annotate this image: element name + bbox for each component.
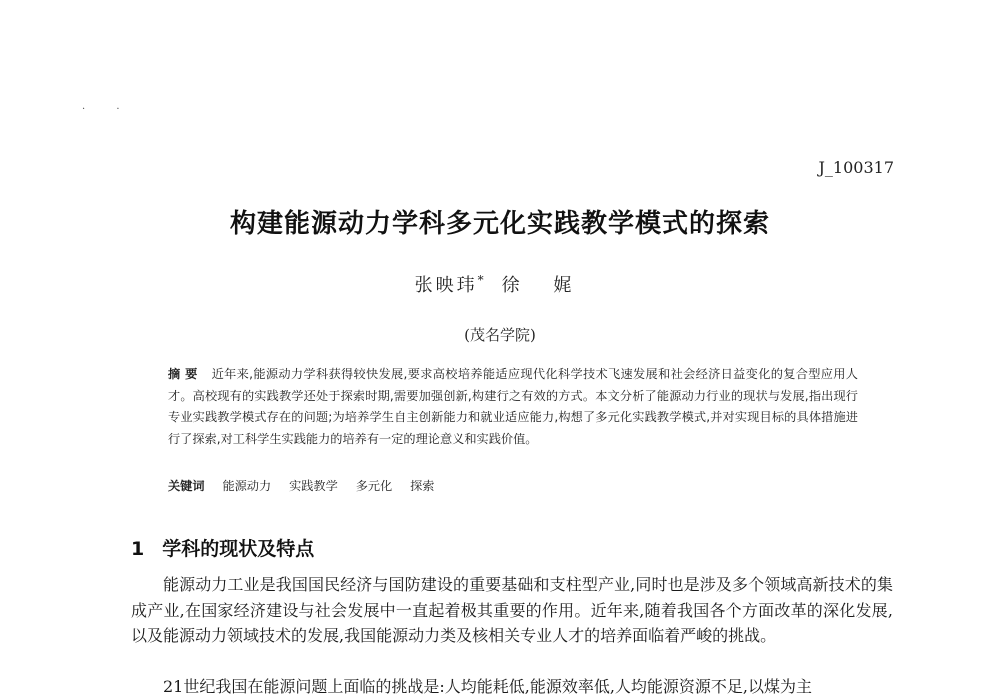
author-line [0,271,1000,297]
section-title: 学科的现状及特点 [162,538,315,560]
body-text [131,572,893,649]
abstract-text: 近年来,能源动力学科获得较快发展,要求高校培养能适应现代化科学技术飞速发展和社会经济日益变化的复合型应用人才。高校现有的实践教学还处于探索时期,需要加强创新,构建行之有效的方式。本文分析了能源动力行业的现状与发展,指出现行专业实践教学模式存在的问题;为培养学生自主创新能力和就业适应能力,构想了多元化实践教学模式,并对实现目标的具体措施进行了探索,对工科学生实践能力的培养有一定的理论意义和实践价值。 [168,367,858,446]
keyword: 实践教学 [289,479,338,493]
keyword: 探索 [410,479,435,493]
section-number: 1 [131,538,145,560]
corresponding-author-mark: * [477,273,484,287]
keyword: 多元化 [355,479,393,493]
body-paragraph: 能源动力工业是我国国民经济与国防建设的重要基础和支柱型产业,同时也是涉及多个领域高新技术的集成产业,在国家经济建设与社会发展中一直起着极其重要的作用。近年来,随着我国各个方面改革的深化发展,以及能源动力领域技术的发展,我国能源动力类及核相关专业人才的培养面临着严峻的挑战。 [131,575,893,645]
body-paragraph-cut: 21世纪我国在能源问题上面临的挑战是:人均能耗低,能源效率低,人均能源资源不足,以煤为主 [163,677,813,696]
scan-specks: · · [82,104,134,115]
document-id: J_100317 [818,158,894,177]
keyword: 能源动力 [222,479,272,493]
paper-title: 构建能源动力学科多元化实践教学模式的探索 [229,209,770,239]
affiliation: (茂名学院) [464,326,536,344]
keywords-label: 关键词 [168,479,205,493]
author-second: 徐 娓 [501,275,586,296]
keywords [168,477,858,494]
author-first: 张映玮 [414,275,478,296]
abstract-label: 摘 要 [168,367,198,381]
section-heading [131,534,314,561]
abstract [168,364,858,450]
